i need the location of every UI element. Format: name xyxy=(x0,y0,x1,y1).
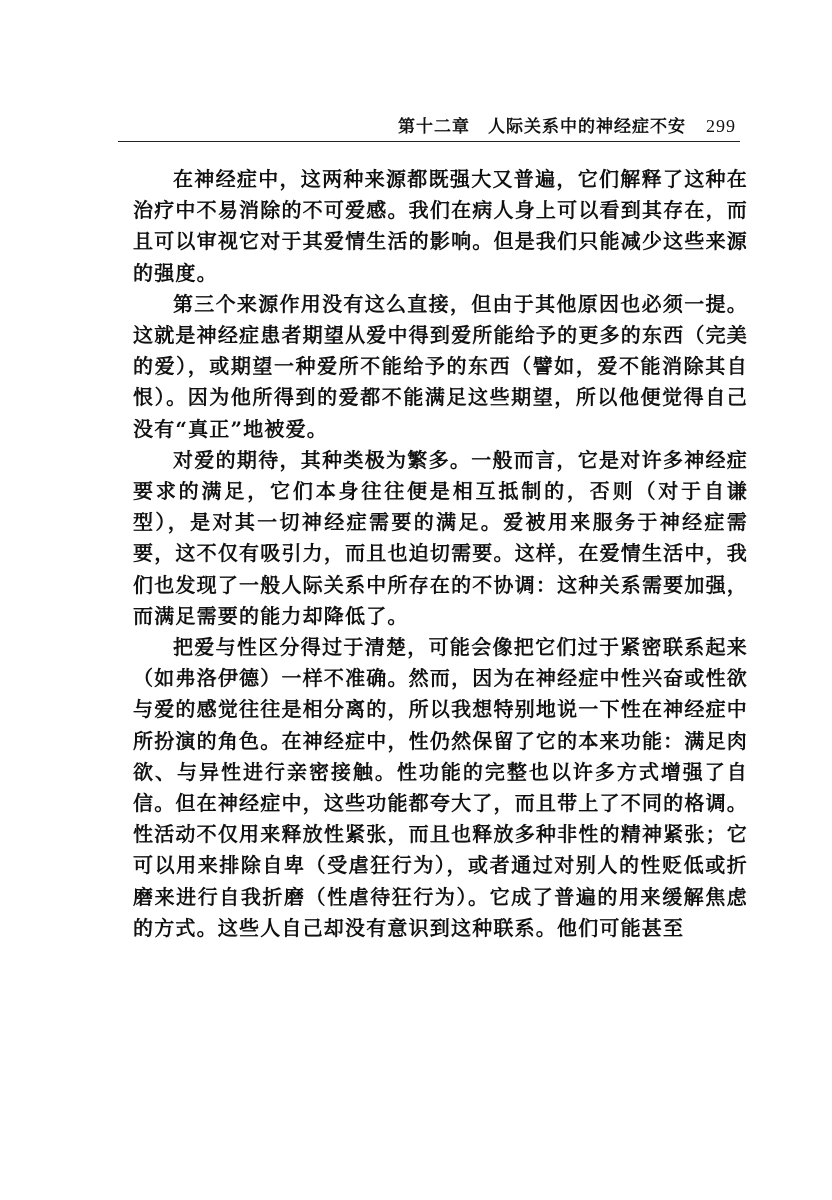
paragraph: 在神经症中，这两种来源都既强大又普遍，它们解释了这种在治疗中不易消除的不可爱感。我们在病人身上可以看到其存在，而且可以审视它对于其爱情生活的影响。但是我们只能减少这些来源的强度。 xyxy=(133,167,748,285)
paragraph: 对爱的期待，其种类极为繁多。一般而言，它是对许多神经症要求的满足，它们本身往往便是相互抵制的，否则（对于自谦型），是对其一切神经症需要的满足。爱被用来服务于神经症需要，这不仅有吸引力，而且也迫切需要。这样，在爱情生活中，我们也发现了一般人际关系中所存在的不协调：这种关系需要加强，而满足需要的能力却降低了。 xyxy=(133,447,748,628)
body-text xyxy=(133,164,748,944)
running-head xyxy=(118,112,736,138)
header-rule xyxy=(118,141,740,142)
chapter-title: 人际关系中的神经症不安 xyxy=(488,117,686,137)
paragraph: 把爱与性区分得过于清楚，可能会像把它们过于紧密联系起来（如弗洛伊德）一样不准确。然而，因为在神经症中性兴奋或性欲与爱的感觉往往是相分离的，所以我想特别地说一下性在神经症中所扮演的角色。在神经症中，性仍然保留了它的本来功能：满足肉欲、与异性进行亲密接触。性功能的完整也以许多方式增强了自信。但在神经症中，这些功能都夸大了，而且带上了不同的格调。性活动不仅用来释放性紧张，而且也释放多种非性的精神紧张；它可以用来排除自卑（受虐狂行为），或者通过对别人的性贬低或折磨来进行自我折磨（性虐待狂行为）。它成了普遍的用来缓解焦虑的方式。这些人自己却没有意识到这种联系。他们可能甚至 xyxy=(133,635,748,940)
chapter-label: 第十二章 xyxy=(398,117,470,137)
paragraph: 第三个来源作用没有这么直接，但由于其他原因也必须一提。这就是神经症患者期望从爱中得到爱所能给予的更多的东西（完美的爱），或期望一种爱所不能给予的东西（譬如，爱不能消除其自恨）。因为他所得到的爱都不能满足这些期望，所以他便觉得自己没有“真正”地被爱。 xyxy=(133,291,748,441)
page-number: 299 xyxy=(706,116,736,136)
